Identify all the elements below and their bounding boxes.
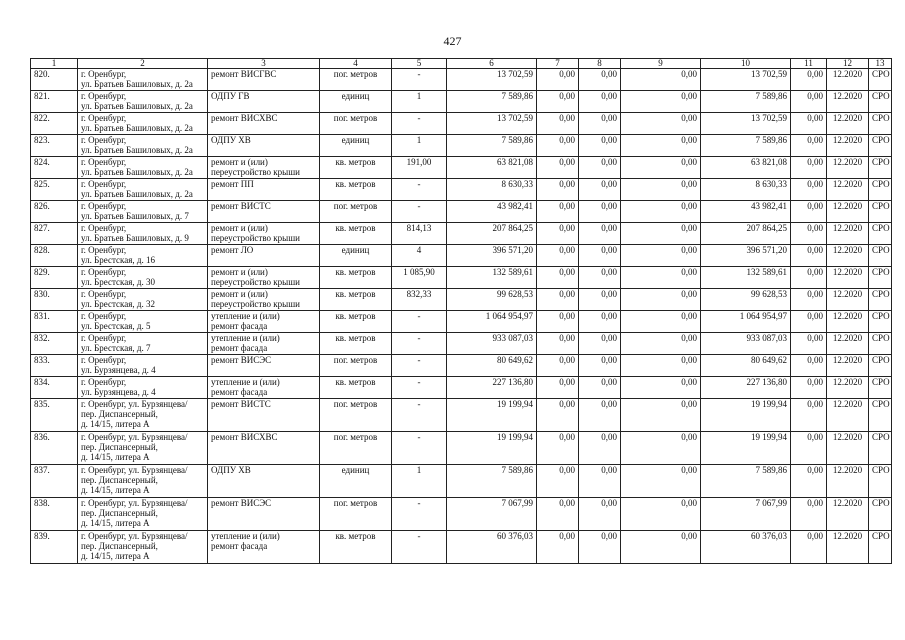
column-header: 13 <box>869 59 892 69</box>
amount-cell: 0,00 <box>791 113 827 135</box>
address-cell: г. Оренбург, ул. Брестская, д. 16 <box>78 245 208 267</box>
unit-cell: пог. метров <box>320 113 392 135</box>
row-number: 831. <box>31 311 78 333</box>
work-type-cell: утепление и (или) ремонт фасада <box>208 311 320 333</box>
quantity-cell: - <box>392 531 447 564</box>
completion-date-cell: 12.2020 <box>827 465 869 498</box>
quantity-cell: - <box>392 69 447 91</box>
row-number: 825. <box>31 179 78 201</box>
quantity-cell: - <box>392 399 447 432</box>
amount-cell: 0,00 <box>621 498 701 531</box>
quantity-cell: - <box>392 201 447 223</box>
method-cell: СРО <box>869 355 892 377</box>
completion-date-cell: 12.2020 <box>827 113 869 135</box>
unit-cell: единиц <box>320 135 392 157</box>
column-header: 6 <box>447 59 537 69</box>
column-header: 11 <box>791 59 827 69</box>
address-cell: г. Оренбург, ул. Брестская, д. 5 <box>78 311 208 333</box>
completion-date-cell: 12.2020 <box>827 311 869 333</box>
amount-cell: 7 589,86 <box>701 135 791 157</box>
table-row <box>31 157 892 179</box>
total-cost-cell: 7 589,86 <box>447 465 537 498</box>
column-header: 8 <box>579 59 621 69</box>
quantity-cell: 814,13 <box>392 223 447 245</box>
completion-date-cell: 12.2020 <box>827 432 869 465</box>
method-cell: СРО <box>869 113 892 135</box>
total-cost-cell: 19 199,94 <box>447 399 537 432</box>
completion-date-cell: 12.2020 <box>827 531 869 564</box>
table-row <box>31 355 892 377</box>
column-header: 5 <box>392 59 447 69</box>
unit-cell: пог. метров <box>320 355 392 377</box>
quantity-cell: - <box>392 432 447 465</box>
total-cost-cell: 99 628,53 <box>447 289 537 311</box>
unit-cell: кв. метров <box>320 157 392 179</box>
amount-cell: 0,00 <box>621 355 701 377</box>
address-cell: г. Оренбург, ул. Бурзянцева, д. 4 <box>78 377 208 399</box>
unit-cell: кв. метров <box>320 311 392 333</box>
amount-cell: 933 087,03 <box>701 333 791 355</box>
amount-cell: 0,00 <box>579 333 621 355</box>
table-header <box>31 59 892 69</box>
amount-cell: 0,00 <box>791 223 827 245</box>
amount-cell: 0,00 <box>791 531 827 564</box>
amount-cell: 0,00 <box>621 91 701 113</box>
quantity-cell: 191,00 <box>392 157 447 179</box>
unit-cell: пог. метров <box>320 432 392 465</box>
amount-cell: 0,00 <box>537 267 579 289</box>
quantity-cell: 1 085,90 <box>392 267 447 289</box>
quantity-cell: 1 <box>392 91 447 113</box>
amount-cell: 63 821,08 <box>701 157 791 179</box>
row-number: 820. <box>31 69 78 91</box>
work-type-cell: ремонт ВИСЭС <box>208 498 320 531</box>
amount-cell: 0,00 <box>579 498 621 531</box>
row-number: 837. <box>31 465 78 498</box>
completion-date-cell: 12.2020 <box>827 135 869 157</box>
amount-cell: 0,00 <box>621 267 701 289</box>
amount-cell: 0,00 <box>791 91 827 113</box>
address-cell: г. Оренбург, ул. Бурзянцева/ пер. Диспансерный, д. 14/15, литера А <box>78 498 208 531</box>
address-cell: г. Оренбург, ул. Братьев Башиловых, д. 2а <box>78 135 208 157</box>
column-header: 4 <box>320 59 392 69</box>
column-header: 12 <box>827 59 869 69</box>
method-cell: СРО <box>869 333 892 355</box>
amount-cell: 396 571,20 <box>701 245 791 267</box>
completion-date-cell: 12.2020 <box>827 223 869 245</box>
amount-cell: 0,00 <box>791 157 827 179</box>
amount-cell: 0,00 <box>621 377 701 399</box>
amount-cell: 0,00 <box>579 135 621 157</box>
row-number: 832. <box>31 333 78 355</box>
unit-cell: единиц <box>320 91 392 113</box>
row-number: 826. <box>31 201 78 223</box>
column-header: 7 <box>537 59 579 69</box>
amount-cell: 0,00 <box>791 399 827 432</box>
work-type-cell: ремонт ЛО <box>208 245 320 267</box>
page-number: 427 <box>443 34 462 48</box>
total-cost-cell: 60 376,03 <box>447 531 537 564</box>
table-row <box>31 91 892 113</box>
row-number: 838. <box>31 498 78 531</box>
column-header: 2 <box>78 59 208 69</box>
amount-cell: 0,00 <box>579 377 621 399</box>
unit-cell: пог. метров <box>320 399 392 432</box>
method-cell: СРО <box>869 91 892 113</box>
unit-cell: кв. метров <box>320 531 392 564</box>
row-number: 830. <box>31 289 78 311</box>
amount-cell: 0,00 <box>791 432 827 465</box>
total-cost-cell: 13 702,59 <box>447 69 537 91</box>
work-type-cell: ремонт ВИСТС <box>208 399 320 432</box>
amount-cell: 0,00 <box>621 289 701 311</box>
completion-date-cell: 12.2020 <box>827 355 869 377</box>
row-number: 836. <box>31 432 78 465</box>
amount-cell: 132 589,61 <box>701 267 791 289</box>
amount-cell: 0,00 <box>791 267 827 289</box>
amount-cell: 0,00 <box>579 289 621 311</box>
method-cell: СРО <box>869 179 892 201</box>
quantity-cell: - <box>392 355 447 377</box>
unit-cell: кв. метров <box>320 267 392 289</box>
method-cell: СРО <box>869 432 892 465</box>
total-cost-cell: 13 702,59 <box>447 113 537 135</box>
amount-cell: 0,00 <box>621 201 701 223</box>
quantity-cell: 4 <box>392 245 447 267</box>
amount-cell: 19 199,94 <box>701 399 791 432</box>
work-type-cell: ОДПУ ХВ <box>208 465 320 498</box>
amount-cell: 0,00 <box>791 201 827 223</box>
address-cell: г. Оренбург, ул. Братьев Башиловых, д. 2а <box>78 157 208 179</box>
amount-cell: 0,00 <box>537 498 579 531</box>
amount-cell: 0,00 <box>621 399 701 432</box>
amount-cell: 0,00 <box>579 113 621 135</box>
row-number: 829. <box>31 267 78 289</box>
table-row <box>31 113 892 135</box>
amount-cell: 0,00 <box>791 498 827 531</box>
address-cell: г. Оренбург, ул. Братьев Башиловых, д. 2а <box>78 113 208 135</box>
amount-cell: 43 982,41 <box>701 201 791 223</box>
table-row <box>31 465 892 498</box>
table-row <box>31 432 892 465</box>
table-row <box>31 531 892 564</box>
amount-cell: 0,00 <box>537 531 579 564</box>
amount-cell: 0,00 <box>621 531 701 564</box>
amount-cell: 8 630,33 <box>701 179 791 201</box>
method-cell: СРО <box>869 399 892 432</box>
amount-cell: 0,00 <box>791 355 827 377</box>
method-cell: СРО <box>869 531 892 564</box>
total-cost-cell: 1 064 954,97 <box>447 311 537 333</box>
row-number: 823. <box>31 135 78 157</box>
amount-cell: 99 628,53 <box>701 289 791 311</box>
total-cost-cell: 207 864,25 <box>447 223 537 245</box>
completion-date-cell: 12.2020 <box>827 201 869 223</box>
unit-cell: пог. метров <box>320 69 392 91</box>
table-row <box>31 333 892 355</box>
method-cell: СРО <box>869 135 892 157</box>
amount-cell: 0,00 <box>579 201 621 223</box>
amount-cell: 0,00 <box>579 432 621 465</box>
amount-cell: 19 199,94 <box>701 432 791 465</box>
completion-date-cell: 12.2020 <box>827 245 869 267</box>
address-cell: г. Оренбург, ул. Братьев Башиловых, д. 2а <box>78 91 208 113</box>
quantity-cell: - <box>392 498 447 531</box>
unit-cell: пог. метров <box>320 201 392 223</box>
address-cell: г. Оренбург, ул. Бурзянцева/ пер. Диспансерный, д. 14/15, литера А <box>78 465 208 498</box>
total-cost-cell: 227 136,80 <box>447 377 537 399</box>
amount-cell: 0,00 <box>791 289 827 311</box>
amount-cell: 0,00 <box>537 91 579 113</box>
amount-cell: 0,00 <box>621 223 701 245</box>
work-type-cell: ремонт ПП <box>208 179 320 201</box>
total-cost-cell: 933 087,03 <box>447 333 537 355</box>
work-type-cell: ремонт ВИСХВС <box>208 113 320 135</box>
total-cost-cell: 132 589,61 <box>447 267 537 289</box>
amount-cell: 0,00 <box>579 311 621 333</box>
completion-date-cell: 12.2020 <box>827 91 869 113</box>
amount-cell: 0,00 <box>537 399 579 432</box>
amount-cell: 207 864,25 <box>701 223 791 245</box>
row-number: 827. <box>31 223 78 245</box>
work-type-cell: ОДПУ ГВ <box>208 91 320 113</box>
table-row <box>31 179 892 201</box>
amount-cell: 0,00 <box>621 113 701 135</box>
work-type-cell: ремонт и (или) переустройство крыши <box>208 157 320 179</box>
work-type-cell: ремонт ВИСТС <box>208 201 320 223</box>
amount-cell: 0,00 <box>579 157 621 179</box>
total-cost-cell: 396 571,20 <box>447 245 537 267</box>
unit-cell: кв. метров <box>320 223 392 245</box>
work-type-cell: утепление и (или) ремонт фасада <box>208 377 320 399</box>
amount-cell: 0,00 <box>537 355 579 377</box>
unit-cell: кв. метров <box>320 179 392 201</box>
amount-cell: 0,00 <box>537 245 579 267</box>
total-cost-cell: 80 649,62 <box>447 355 537 377</box>
completion-date-cell: 12.2020 <box>827 69 869 91</box>
completion-date-cell: 12.2020 <box>827 267 869 289</box>
amount-cell: 0,00 <box>579 69 621 91</box>
total-cost-cell: 7 589,86 <box>447 135 537 157</box>
total-cost-cell: 19 199,94 <box>447 432 537 465</box>
row-number: 821. <box>31 91 78 113</box>
row-number: 833. <box>31 355 78 377</box>
amount-cell: 0,00 <box>537 179 579 201</box>
work-type-cell: утепление и (или) ремонт фасада <box>208 531 320 564</box>
quantity-cell: - <box>392 377 447 399</box>
address-cell: г. Оренбург, ул. Братьев Башиловых, д. 2а <box>78 69 208 91</box>
quantity-cell: 1 <box>392 465 447 498</box>
total-cost-cell: 7 589,86 <box>447 91 537 113</box>
amount-cell: 0,00 <box>579 399 621 432</box>
amount-cell: 0,00 <box>791 135 827 157</box>
header-row <box>31 59 892 69</box>
amount-cell: 60 376,03 <box>701 531 791 564</box>
amount-cell: 0,00 <box>791 69 827 91</box>
amount-cell: 13 702,59 <box>701 69 791 91</box>
total-cost-cell: 8 630,33 <box>447 179 537 201</box>
amount-cell: 0,00 <box>791 179 827 201</box>
work-type-cell: ремонт и (или) переустройство крыши <box>208 267 320 289</box>
completion-date-cell: 12.2020 <box>827 377 869 399</box>
amount-cell: 0,00 <box>621 135 701 157</box>
amount-cell: 0,00 <box>537 289 579 311</box>
address-cell: г. Оренбург, ул. Брестская, д. 30 <box>78 267 208 289</box>
unit-cell: кв. метров <box>320 289 392 311</box>
method-cell: СРО <box>869 69 892 91</box>
address-cell: г. Оренбург, ул. Бурзянцева/ пер. Диспансерный, д. 14/15, литера А <box>78 531 208 564</box>
completion-date-cell: 12.2020 <box>827 399 869 432</box>
row-number: 834. <box>31 377 78 399</box>
amount-cell: 0,00 <box>579 179 621 201</box>
amount-cell: 0,00 <box>621 432 701 465</box>
row-number: 824. <box>31 157 78 179</box>
amount-cell: 0,00 <box>579 267 621 289</box>
total-cost-cell: 63 821,08 <box>447 157 537 179</box>
method-cell: СРО <box>869 289 892 311</box>
amount-cell: 7 067,99 <box>701 498 791 531</box>
amount-cell: 0,00 <box>579 465 621 498</box>
register-table <box>30 58 892 564</box>
method-cell: СРО <box>869 201 892 223</box>
method-cell: СРО <box>869 498 892 531</box>
amount-cell: 0,00 <box>791 465 827 498</box>
table-row <box>31 245 892 267</box>
table-row <box>31 399 892 432</box>
method-cell: СРО <box>869 267 892 289</box>
amount-cell: 80 649,62 <box>701 355 791 377</box>
work-type-cell: утепление и (или) ремонт фасада <box>208 333 320 355</box>
address-cell: г. Оренбург, ул. Бурзянцева, д. 4 <box>78 355 208 377</box>
amount-cell: 7 589,86 <box>701 91 791 113</box>
work-type-cell: ремонт ВИСЭС <box>208 355 320 377</box>
amount-cell: 13 702,59 <box>701 113 791 135</box>
unit-cell: кв. метров <box>320 377 392 399</box>
amount-cell: 0,00 <box>537 333 579 355</box>
address-cell: г. Оренбург, ул. Братьев Башиловых, д. 7 <box>78 201 208 223</box>
amount-cell: 0,00 <box>621 157 701 179</box>
total-cost-cell: 43 982,41 <box>447 201 537 223</box>
amount-cell: 7 589,86 <box>701 465 791 498</box>
amount-cell: 0,00 <box>537 157 579 179</box>
column-header: 10 <box>701 59 791 69</box>
amount-cell: 0,00 <box>579 91 621 113</box>
table-body <box>31 69 892 564</box>
amount-cell: 0,00 <box>621 333 701 355</box>
address-cell: г. Оренбург, ул. Бурзянцева/ пер. Диспансерный, д. 14/15, литера А <box>78 399 208 432</box>
work-type-cell: ремонт ВИСГВС <box>208 69 320 91</box>
amount-cell: 0,00 <box>537 432 579 465</box>
quantity-cell: - <box>392 311 447 333</box>
method-cell: СРО <box>869 311 892 333</box>
completion-date-cell: 12.2020 <box>827 157 869 179</box>
work-type-cell: ремонт и (или) переустройство крыши <box>208 223 320 245</box>
amount-cell: 0,00 <box>537 135 579 157</box>
amount-cell: 0,00 <box>791 377 827 399</box>
table-row <box>31 69 892 91</box>
table-row <box>31 201 892 223</box>
table-row <box>31 377 892 399</box>
column-header: 3 <box>208 59 320 69</box>
amount-cell: 0,00 <box>791 311 827 333</box>
method-cell: СРО <box>869 465 892 498</box>
total-cost-cell: 7 067,99 <box>447 498 537 531</box>
column-header: 9 <box>621 59 701 69</box>
amount-cell: 1 064 954,97 <box>701 311 791 333</box>
unit-cell: единиц <box>320 245 392 267</box>
amount-cell: 0,00 <box>579 223 621 245</box>
completion-date-cell: 12.2020 <box>827 498 869 531</box>
amount-cell: 0,00 <box>537 223 579 245</box>
work-type-cell: ремонт и (или) переустройство крыши <box>208 289 320 311</box>
amount-cell: 227 136,80 <box>701 377 791 399</box>
method-cell: СРО <box>869 223 892 245</box>
amount-cell: 0,00 <box>537 465 579 498</box>
amount-cell: 0,00 <box>579 245 621 267</box>
amount-cell: 0,00 <box>621 245 701 267</box>
work-type-cell: ремонт ВИСХВС <box>208 432 320 465</box>
amount-cell: 0,00 <box>537 311 579 333</box>
amount-cell: 0,00 <box>537 113 579 135</box>
table-row <box>31 267 892 289</box>
method-cell: СРО <box>869 245 892 267</box>
method-cell: СРО <box>869 157 892 179</box>
quantity-cell: - <box>392 113 447 135</box>
amount-cell: 0,00 <box>579 355 621 377</box>
work-type-cell: ОДПУ ХВ <box>208 135 320 157</box>
column-header: 1 <box>31 59 78 69</box>
amount-cell: 0,00 <box>579 531 621 564</box>
row-number: 828. <box>31 245 78 267</box>
address-cell: г. Оренбург, ул. Брестская, д. 7 <box>78 333 208 355</box>
row-number: 839. <box>31 531 78 564</box>
unit-cell: кв. метров <box>320 333 392 355</box>
address-cell: г. Оренбург, ул. Бурзянцева/ пер. Диспансерный, д. 14/15, литера А <box>78 432 208 465</box>
table-row <box>31 311 892 333</box>
amount-cell: 0,00 <box>537 377 579 399</box>
completion-date-cell: 12.2020 <box>827 179 869 201</box>
amount-cell: 0,00 <box>791 245 827 267</box>
quantity-cell: - <box>392 333 447 355</box>
quantity-cell: 1 <box>392 135 447 157</box>
row-number: 835. <box>31 399 78 432</box>
row-number: 822. <box>31 113 78 135</box>
address-cell: г. Оренбург, ул. Брестская, д. 32 <box>78 289 208 311</box>
amount-cell: 0,00 <box>621 179 701 201</box>
unit-cell: единиц <box>320 465 392 498</box>
completion-date-cell: 12.2020 <box>827 289 869 311</box>
unit-cell: пог. метров <box>320 498 392 531</box>
quantity-cell: 832,33 <box>392 289 447 311</box>
table-row <box>31 289 892 311</box>
amount-cell: 0,00 <box>621 465 701 498</box>
amount-cell: 0,00 <box>791 333 827 355</box>
address-cell: г. Оренбург, ул. Братьев Башиловых, д. 9 <box>78 223 208 245</box>
quantity-cell: - <box>392 179 447 201</box>
table-row <box>31 223 892 245</box>
amount-cell: 0,00 <box>537 201 579 223</box>
amount-cell: 0,00 <box>621 311 701 333</box>
table-row <box>31 135 892 157</box>
completion-date-cell: 12.2020 <box>827 333 869 355</box>
address-cell: г. Оренбург, ул. Братьев Башиловых, д. 2а <box>78 179 208 201</box>
table-row <box>31 498 892 531</box>
amount-cell: 0,00 <box>621 69 701 91</box>
method-cell: СРО <box>869 377 892 399</box>
amount-cell: 0,00 <box>537 69 579 91</box>
